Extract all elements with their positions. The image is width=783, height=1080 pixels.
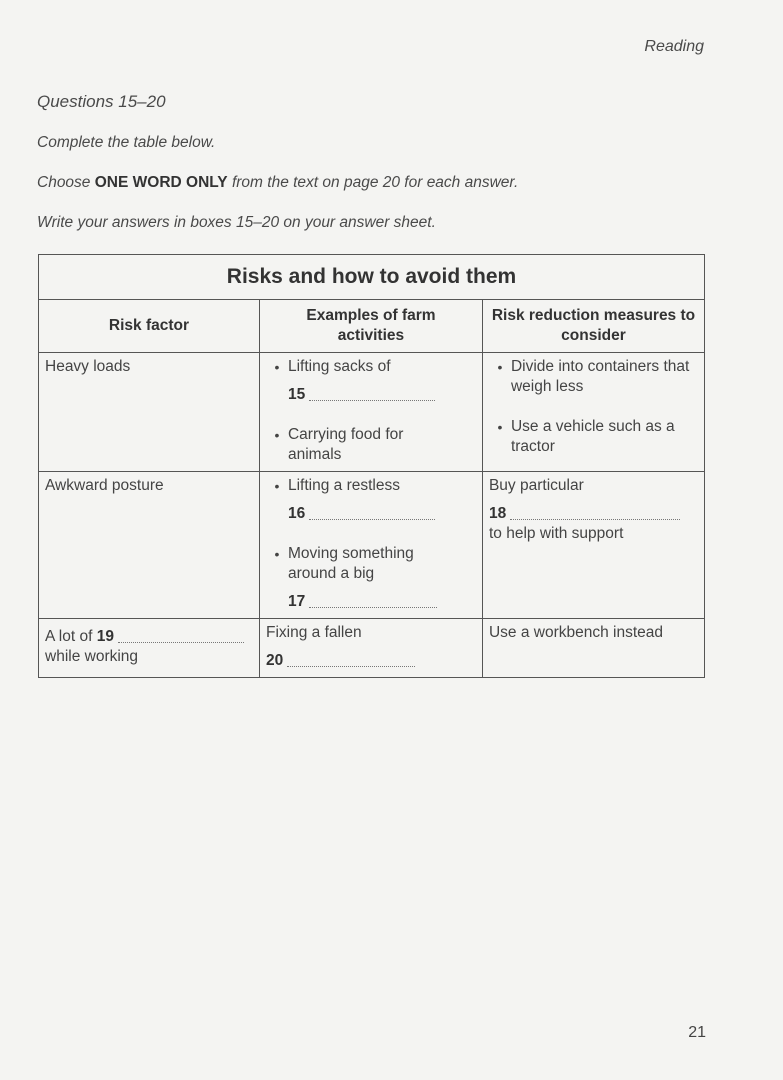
example-text: Moving something around a big xyxy=(287,545,414,582)
answer-blank[interactable] xyxy=(489,504,698,524)
answer-dotted-line xyxy=(287,665,415,667)
measures-cell xyxy=(482,353,704,472)
bullet-icon: • xyxy=(274,546,280,562)
bullet-item xyxy=(266,476,476,496)
examples-cell xyxy=(259,472,482,619)
bullet-item xyxy=(266,425,476,465)
bullet-item xyxy=(266,544,476,584)
table-row xyxy=(39,472,705,619)
answer-dotted-line xyxy=(118,641,244,643)
answer-dotted-line xyxy=(309,399,435,401)
answer-dotted-line xyxy=(510,518,680,520)
question-number: 19 xyxy=(96,628,114,645)
question-number: 15 xyxy=(287,386,306,403)
bullet-item xyxy=(489,417,698,457)
section-label: Reading xyxy=(644,38,704,55)
answer-blank[interactable] xyxy=(266,651,476,671)
measures-cell: Use a workbench instead xyxy=(482,619,704,678)
bullet-icon: • xyxy=(274,427,280,443)
risk-factor-cell: Heavy loads xyxy=(39,353,260,472)
bullet-item xyxy=(489,357,698,397)
table-title: Risks and how to avoid them xyxy=(39,255,705,300)
factor-text: while working xyxy=(45,648,139,665)
answer-blank[interactable] xyxy=(266,504,476,524)
choose-pre: Choose xyxy=(37,174,95,191)
question-number: 18 xyxy=(488,505,507,522)
table-row xyxy=(39,353,705,472)
risk-factor-cell xyxy=(39,619,260,678)
measure-text: to help with support xyxy=(488,525,624,542)
measure-text: Divide into containers that weigh less xyxy=(510,358,690,395)
header-examples-text: Examples of farm activities xyxy=(306,307,436,344)
bullet-icon: • xyxy=(497,359,503,375)
answer-dotted-line xyxy=(309,518,435,520)
example-text: Lifting a restless xyxy=(287,477,400,494)
bullet-icon: • xyxy=(497,419,503,435)
header-measures: Risk reduction measures to consider xyxy=(482,300,704,353)
measure-text: Buy particular xyxy=(488,477,584,494)
answer-blank[interactable] xyxy=(266,385,476,405)
answer-blank[interactable] xyxy=(266,592,476,612)
header-risk-factor: Risk factor xyxy=(39,300,260,353)
questions-heading: Questions 15–20 xyxy=(37,92,166,111)
bullet-icon: • xyxy=(274,478,280,494)
examples-cell xyxy=(259,353,482,472)
instruction-write: Write your answers in boxes 15–20 on your answer sheet. xyxy=(37,214,436,231)
example-text: Carrying food for animals xyxy=(287,426,404,463)
factor-text: A lot of xyxy=(45,628,93,645)
answer-dotted-line xyxy=(309,606,437,608)
instruction-choose xyxy=(37,174,518,192)
answer-blank[interactable] xyxy=(45,627,253,647)
measure-text: Use a vehicle such as a tractor xyxy=(510,418,675,455)
question-number: 16 xyxy=(287,505,306,522)
bullet-item xyxy=(266,357,476,377)
example-text: Lifting sacks of xyxy=(287,358,391,375)
question-number: 20 xyxy=(265,652,284,669)
risk-factor-cell: Awkward posture xyxy=(39,472,260,619)
risks-table xyxy=(38,254,705,678)
question-number: 17 xyxy=(287,593,306,610)
choose-bold: ONE WORD ONLY xyxy=(94,174,228,191)
choose-post: from the text on page 20 for each answer. xyxy=(227,174,519,191)
page-number: 21 xyxy=(688,1024,706,1041)
header-examples xyxy=(259,300,482,353)
examples-cell xyxy=(259,619,482,678)
measures-cell xyxy=(482,472,704,619)
bullet-icon: • xyxy=(274,359,280,375)
table-row xyxy=(39,619,705,678)
example-text: Fixing a fallen xyxy=(265,624,362,641)
instruction-complete: Complete the table below. xyxy=(37,134,216,151)
